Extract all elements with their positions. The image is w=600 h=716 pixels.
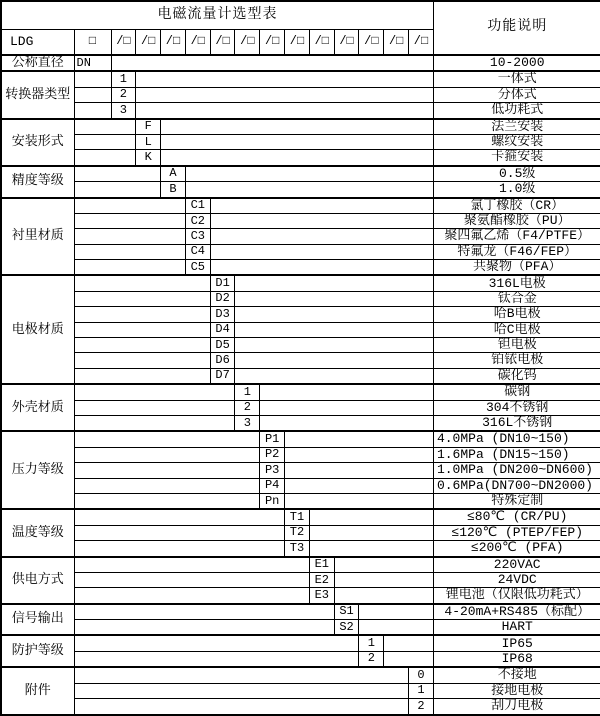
empty-cell (235, 368, 433, 384)
option-code: D2 (210, 291, 235, 306)
table-row (1, 244, 600, 259)
empty-cell (74, 353, 210, 368)
empty-cell (74, 478, 260, 493)
category-label: 压力等级 (1, 431, 74, 509)
option-description: 聚氨酯橡胶（PU） (433, 213, 600, 228)
model-code-slot: /□ (235, 29, 260, 55)
empty-cell (74, 509, 285, 525)
option-description: 铂铱电极 (433, 353, 600, 368)
empty-cell (235, 307, 433, 322)
option-description: 一体式 (433, 71, 600, 87)
table-row (1, 604, 600, 620)
model-code-slot: /□ (111, 29, 136, 55)
option-description: 接地电极 (433, 683, 600, 698)
empty-cell (74, 71, 111, 87)
table-row (1, 275, 600, 291)
option-description: 4-20mA+RS485（标配） (433, 604, 600, 620)
option-code: P2 (260, 447, 285, 462)
table-row (1, 166, 600, 182)
ldg-label: LDG (1, 29, 74, 55)
option-description: 螺纹安装 (433, 134, 600, 149)
option-code: 1 (111, 71, 136, 87)
option-code: P3 (260, 463, 285, 478)
empty-cell (235, 275, 433, 291)
model-code-slot: /□ (359, 29, 384, 55)
empty-cell (74, 229, 185, 244)
table-row (1, 620, 600, 636)
empty-cell (136, 71, 434, 87)
empty-cell (74, 150, 136, 166)
model-code-slot: /□ (185, 29, 210, 55)
empty-cell (74, 103, 111, 119)
empty-cell (74, 322, 210, 337)
table-row (1, 572, 600, 587)
option-description: 1.0MPa (DN200~DN600) (433, 463, 600, 478)
option-description: 分体式 (433, 87, 600, 102)
empty-cell (74, 182, 161, 198)
option-code: P1 (260, 431, 285, 447)
table-row (1, 557, 600, 573)
empty-cell (74, 198, 185, 214)
option-code: D7 (210, 368, 235, 384)
option-description: IP68 (433, 651, 600, 667)
category-label: 外壳材质 (1, 384, 74, 431)
empty-cell (136, 87, 434, 102)
empty-cell (74, 431, 260, 447)
empty-cell (235, 322, 433, 337)
model-code-slot: /□ (334, 29, 359, 55)
table-row (1, 699, 600, 715)
option-code: D6 (210, 353, 235, 368)
empty-cell (210, 244, 433, 259)
option-code: E1 (309, 557, 334, 573)
option-description: 卡箍安装 (433, 150, 600, 166)
empty-cell (74, 119, 136, 135)
option-description: 4.0MPa (DN10~150) (433, 431, 600, 447)
empty-cell (74, 447, 260, 462)
option-code: 0 (409, 667, 434, 683)
option-code: Pn (260, 493, 285, 509)
option-code: E3 (309, 588, 334, 604)
empty-cell (185, 182, 433, 198)
empty-cell (384, 635, 434, 651)
table-row (1, 291, 600, 306)
option-description: 碳钢 (433, 384, 600, 400)
table-row (1, 368, 600, 384)
category-label: 公称直径 (1, 55, 74, 71)
empty-cell (334, 557, 433, 573)
empty-cell (235, 353, 433, 368)
option-code: E2 (309, 572, 334, 587)
table-row (1, 478, 600, 493)
option-code: 3 (235, 416, 260, 432)
model-code-slot: /□ (384, 29, 409, 55)
empty-cell (285, 478, 434, 493)
option-description: ≤120℃ (PTEP/FEP) (433, 525, 600, 540)
empty-cell (334, 588, 433, 604)
table-row (1, 525, 600, 540)
table-row (1, 683, 600, 698)
empty-cell (74, 87, 111, 102)
empty-cell (74, 651, 359, 667)
empty-cell (74, 416, 235, 432)
empty-cell (260, 416, 434, 432)
category-label: 防护等级 (1, 635, 74, 667)
empty-cell (210, 213, 433, 228)
category-label: 温度等级 (1, 509, 74, 556)
option-description: 法兰安装 (433, 119, 600, 135)
empty-cell (74, 463, 260, 478)
table-row (1, 119, 600, 135)
option-description: 钽电极 (433, 338, 600, 353)
option-description: 钛合金 (433, 291, 600, 306)
option-code: C4 (185, 244, 210, 259)
table-row (1, 134, 600, 149)
table-row (1, 55, 600, 71)
empty-cell (74, 291, 210, 306)
option-description: 0.6MPa(DN700~DN2000) (433, 478, 600, 493)
empty-cell (74, 588, 309, 604)
table-row (1, 667, 600, 683)
empty-cell (384, 651, 434, 667)
option-code: 2 (235, 400, 260, 415)
option-description: 特殊定制 (433, 493, 600, 509)
model-code-slot: /□ (136, 29, 161, 55)
model-code-slot: /□ (260, 29, 285, 55)
table-row (1, 198, 600, 214)
option-code: L (136, 134, 161, 149)
option-description: 24VDC (433, 572, 600, 587)
empty-cell (74, 557, 309, 573)
empty-cell (111, 55, 433, 71)
empty-cell (235, 291, 433, 306)
empty-cell (74, 400, 235, 415)
option-description: 304不锈钢 (433, 400, 600, 415)
empty-cell (334, 572, 433, 587)
empty-cell (210, 198, 433, 214)
empty-cell (309, 509, 433, 525)
option-code: S1 (334, 604, 359, 620)
empty-cell (161, 134, 434, 149)
option-description: 共聚物（PFA） (433, 260, 600, 276)
empty-cell (210, 260, 433, 276)
empty-cell (74, 699, 409, 715)
table-title: 电磁流量计选型表 (157, 6, 278, 23)
model-code-slot: /□ (210, 29, 235, 55)
empty-cell (260, 400, 434, 415)
category-label: 精度等级 (1, 166, 74, 198)
table-row (1, 493, 600, 509)
table-row (1, 416, 600, 432)
empty-cell (74, 213, 185, 228)
option-code: 2 (409, 699, 434, 715)
table-row (1, 431, 600, 447)
table-row (1, 87, 600, 102)
option-code: T3 (285, 541, 310, 557)
empty-cell (74, 134, 136, 149)
category-label: 供电方式 (1, 557, 74, 604)
option-code: P4 (260, 478, 285, 493)
option-description: 316L不锈钢 (433, 416, 600, 432)
option-description: 316L电极 (433, 275, 600, 291)
empty-cell (74, 307, 210, 322)
option-code: DN (74, 55, 111, 71)
table-row (1, 400, 600, 415)
option-description: 低功耗式 (433, 103, 600, 119)
category-label: 转换器类型 (1, 71, 74, 118)
function-column-header: 功能说明 (433, 1, 600, 55)
table-row (1, 229, 600, 244)
option-description: IP65 (433, 635, 600, 651)
option-code: D5 (210, 338, 235, 353)
option-description: 不接地 (433, 667, 600, 683)
empty-cell (359, 620, 433, 636)
option-description: 220VAC (433, 557, 600, 573)
option-description: 哈C电极 (433, 322, 600, 337)
table-row (1, 71, 600, 87)
model-code-slot: /□ (409, 29, 434, 55)
category-label: 安装形式 (1, 119, 74, 166)
empty-cell (260, 384, 434, 400)
empty-cell (74, 166, 161, 182)
table-row (1, 260, 600, 276)
option-description: 特氟龙（F46/FEP） (433, 244, 600, 259)
option-description: 锂电池（仅限低功耗式） (433, 588, 600, 604)
option-code: A (161, 166, 186, 182)
table-row (1, 509, 600, 525)
empty-cell (74, 244, 185, 259)
table-row (1, 651, 600, 667)
empty-cell (74, 384, 235, 400)
empty-cell (74, 525, 285, 540)
model-code-slot: /□ (285, 29, 310, 55)
option-code: F (136, 119, 161, 135)
option-code: 3 (111, 103, 136, 119)
table-row (1, 307, 600, 322)
option-code: B (161, 182, 186, 198)
empty-cell (309, 525, 433, 540)
empty-cell (74, 541, 285, 557)
table-row (1, 384, 600, 400)
option-code: 1 (409, 683, 434, 698)
category-label: 信号输出 (1, 604, 74, 636)
model-code-slot: /□ (309, 29, 334, 55)
table-row (1, 447, 600, 462)
option-code: D3 (210, 307, 235, 322)
empty-cell (74, 635, 359, 651)
option-code: D4 (210, 322, 235, 337)
empty-cell (74, 667, 409, 683)
empty-cell (285, 447, 434, 462)
option-description: 10-2000 (433, 55, 600, 71)
empty-cell (285, 493, 434, 509)
table-row (1, 541, 600, 557)
model-code-slot: /□ (161, 29, 186, 55)
option-description: 氯丁橡胶（CR） (433, 198, 600, 214)
option-description: 1.0级 (433, 182, 600, 198)
table-header-row (1, 1, 600, 29)
category-label: 附件 (1, 667, 74, 715)
option-description: 0.5级 (433, 166, 600, 182)
table-row (1, 182, 600, 198)
option-code: T2 (285, 525, 310, 540)
category-label: 电极材质 (1, 275, 74, 384)
option-description: ≤80℃ (CR/PU) (433, 509, 600, 525)
empty-cell (285, 463, 434, 478)
option-code: S2 (334, 620, 359, 636)
option-code: 2 (111, 87, 136, 102)
table-row (1, 588, 600, 604)
option-description: 哈B电极 (433, 307, 600, 322)
option-code: 2 (359, 651, 384, 667)
empty-cell (74, 620, 334, 636)
category-label: 衬里材质 (1, 198, 74, 276)
option-description: HART (433, 620, 600, 636)
empty-cell (161, 119, 434, 135)
table-row (1, 213, 600, 228)
table-row (1, 150, 600, 166)
empty-cell (359, 604, 433, 620)
table-row (1, 338, 600, 353)
empty-cell (285, 431, 434, 447)
option-code: T1 (285, 509, 310, 525)
empty-cell (74, 368, 210, 384)
table-row (1, 353, 600, 368)
option-code: 1 (235, 384, 260, 400)
option-description: 刮刀电极 (433, 699, 600, 715)
option-description: ≤200℃ (PFA) (433, 541, 600, 557)
empty-cell (309, 541, 433, 557)
table-row (1, 463, 600, 478)
empty-cell (74, 260, 185, 276)
table-row (1, 322, 600, 337)
option-code: K (136, 150, 161, 166)
empty-cell (74, 604, 334, 620)
empty-cell (136, 103, 434, 119)
option-description: 碳化钨 (433, 368, 600, 384)
option-description: 1.6MPa (DN15~150) (433, 447, 600, 462)
option-code: C2 (185, 213, 210, 228)
option-code: D1 (210, 275, 235, 291)
empty-cell (210, 229, 433, 244)
empty-cell (161, 150, 434, 166)
empty-cell (185, 166, 433, 182)
empty-cell (235, 338, 433, 353)
option-description: 聚四氟乙烯（F4/PTFE） (433, 229, 600, 244)
model-code-box: □ (74, 29, 111, 55)
empty-cell (74, 683, 409, 698)
option-code: C5 (185, 260, 210, 276)
empty-cell (74, 572, 309, 587)
empty-cell (74, 338, 210, 353)
option-code: C1 (185, 198, 210, 214)
empty-cell (74, 275, 210, 291)
option-code: C3 (185, 229, 210, 244)
option-code: 1 (359, 635, 384, 651)
empty-cell (74, 493, 260, 509)
table-row (1, 635, 600, 651)
table-row (1, 103, 600, 119)
